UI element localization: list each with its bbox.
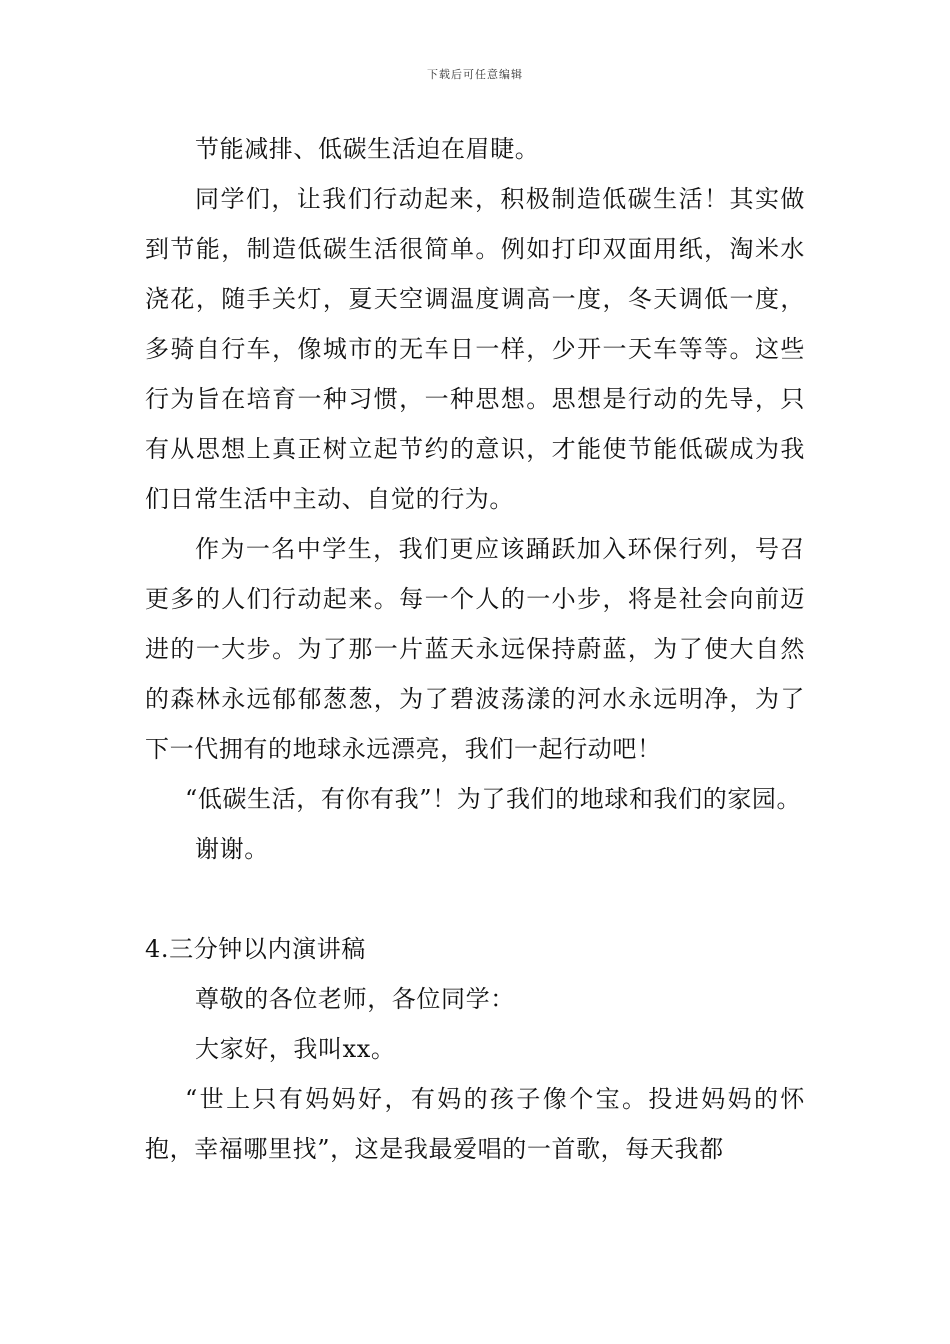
paragraph-low-carbon-actions: 同学们，让我们行动起来，积极制造低碳生活！其实做到节能，制造低碳生活很简单。例如打印双面用纸，淘米水浇花，随手关灯，夏天空调温度调高一度，冬天调低一度，多骑自行车，像城市的无车日一样，少开一天车等等。这些行为旨在培育一种习惯，一种思想。思想是行动的先导，只有从思想上真正树立起节约的意识，才能使节能低碳成为我们日常生活中主动、自觉的行为。 <box>145 185 805 513</box>
document-body <box>145 124 805 1174</box>
paragraph-slogan: “低碳生活，有你有我”！为了我们的地球和我们的家园。 <box>185 785 802 813</box>
paragraph-student-call: 作为一名中学生，我们更应该踊跃加入环保行列，号召更多的人们行动起来。每一个人的一小步，将是社会向前迈进的一大步。为了那一片蓝天永远保持蔚蓝，为了使大自然的森林永远郁郁葱葱，为了碧波荡漾的河水永远明净，为了下一代拥有的地球永远漂亮，我们一起行动吧！ <box>145 535 805 763</box>
paragraph-conclusion-lead: 节能减排、低碳生活迫在眉睫。 <box>195 135 540 163</box>
paragraph-thanks: 谢谢。 <box>195 835 269 863</box>
speech-paragraph: “世上只有妈妈好，有妈的孩子像个宝。投进妈妈的怀抱，幸福哪里找”，这是我最爱唱的一首歌，每天我都 <box>145 1085 805 1163</box>
section-heading: 4.三分钟以内演讲稿 <box>145 935 366 963</box>
speech-intro: 大家好，我叫xx。 <box>195 1035 396 1063</box>
page-header: 下载后可任意编辑 <box>427 68 523 81</box>
speech-greeting: 尊敬的各位老师，各位同学： <box>195 985 515 1013</box>
